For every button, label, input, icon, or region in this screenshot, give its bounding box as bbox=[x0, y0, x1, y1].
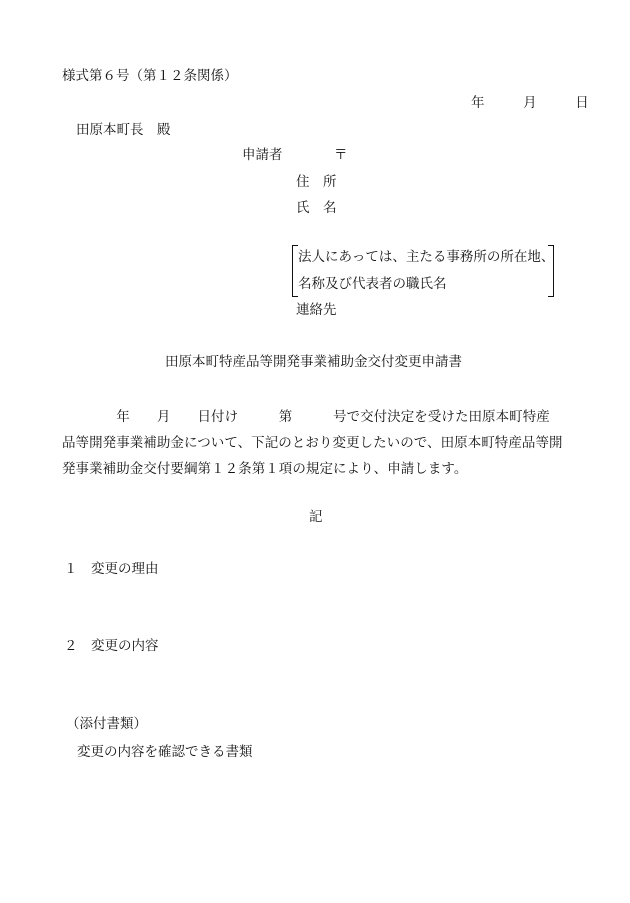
date-day: 日 bbox=[575, 95, 589, 111]
form-number: 様式第６号（第１２条関係） bbox=[62, 68, 238, 84]
body-line-3: 発事業補助金交付要綱第１２条第１項の規定により、申請します。 bbox=[62, 461, 468, 477]
applicant-label: 申請者 bbox=[242, 147, 283, 163]
body-line-1: 年 月 日付け 第 号で交付決定を受けた田原本町特産 bbox=[62, 409, 550, 425]
date-month: 月 bbox=[523, 95, 537, 111]
document-title: 田原本町特産品等開発事業補助金交付変更申請書 bbox=[165, 354, 462, 370]
body-line-2: 品等開発事業補助金について、下記のとおり変更したいので、田原本町特産品等開 bbox=[62, 435, 563, 451]
address-label: 住 所 bbox=[296, 174, 337, 190]
body-paragraph bbox=[62, 404, 578, 482]
addressee: 田原本町長 殿 bbox=[76, 122, 171, 138]
date-line bbox=[471, 95, 589, 111]
corp-note-line1: 法人にあっては、主たる事務所の所在地、 bbox=[298, 249, 555, 265]
date-year: 年 bbox=[471, 95, 485, 111]
item-reason: １ 変更の理由 bbox=[64, 561, 159, 577]
contact-label: 連絡先 bbox=[296, 302, 337, 318]
name-label: 氏 名 bbox=[296, 200, 337, 216]
item-content: ２ 変更の内容 bbox=[64, 638, 159, 654]
postal-mark: 〒 bbox=[334, 147, 348, 163]
ki-mark: 記 bbox=[309, 509, 323, 525]
attachments-heading: （添付書類） bbox=[66, 716, 147, 732]
attachments-item: 変更の内容を確認できる書類 bbox=[77, 744, 253, 760]
corp-note-line2: 名称及び代表者の職氏名 bbox=[298, 276, 447, 292]
